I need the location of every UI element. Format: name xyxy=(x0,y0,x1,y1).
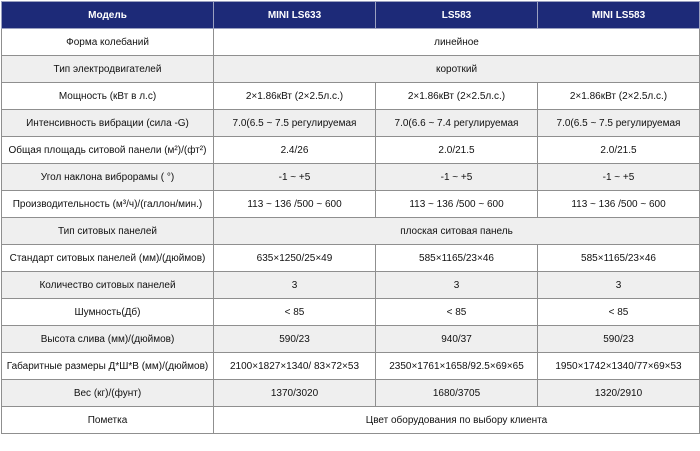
value-cell: -1 ~ +5 xyxy=(376,164,538,191)
value-cell: 1950×1742×1340/77×69×53 xyxy=(538,353,700,380)
table-row xyxy=(2,245,700,272)
merged-value-cell: Цвет оборудования по выбору клиента xyxy=(214,407,700,434)
merged-value-cell: линейное xyxy=(214,29,700,56)
row-label: Пометка xyxy=(2,407,214,434)
value-cell: 7.0(6.5 ~ 7.5 регулируемая xyxy=(214,110,376,137)
value-cell: 1370/3020 xyxy=(214,380,376,407)
value-cell: 7.0(6.5 ~ 7.5 регулируемая xyxy=(538,110,700,137)
merged-value-cell: короткий xyxy=(214,56,700,83)
table-row xyxy=(2,137,700,164)
value-cell: 2.0/21.5 xyxy=(538,137,700,164)
table-row xyxy=(2,56,700,83)
value-cell: 2.4/26 xyxy=(214,137,376,164)
row-label: Вес (кг)/(фунт) xyxy=(2,380,214,407)
row-label: Высота слива (мм)/(дюймов) xyxy=(2,326,214,353)
row-label: Тип ситовых панелей xyxy=(2,218,214,245)
header-model-cell: MINI LS583 xyxy=(538,2,700,29)
value-cell: 2.0/21.5 xyxy=(376,137,538,164)
value-cell: 585×1165/23×46 xyxy=(538,245,700,272)
table-row xyxy=(2,83,700,110)
value-cell: 585×1165/23×46 xyxy=(376,245,538,272)
value-cell: 1320/2910 xyxy=(538,380,700,407)
value-cell: 940/37 xyxy=(376,326,538,353)
value-cell: 635×1250/25×49 xyxy=(214,245,376,272)
merged-value-cell: плоская ситовая панель xyxy=(214,218,700,245)
value-cell: -1 ~ +5 xyxy=(538,164,700,191)
table-row xyxy=(2,407,700,434)
value-cell: < 85 xyxy=(538,299,700,326)
value-cell: 2×1.86кВт (2×2.5л.с.) xyxy=(214,83,376,110)
value-cell: 1680/3705 xyxy=(376,380,538,407)
row-label: Угол наклона виброрамы ( °) xyxy=(2,164,214,191)
value-cell: -1 ~ +5 xyxy=(214,164,376,191)
value-cell: 2350×1761×1658/92.5×69×65 xyxy=(376,353,538,380)
row-label: Количество ситовых панелей xyxy=(2,272,214,299)
value-cell: 3 xyxy=(538,272,700,299)
table-row xyxy=(2,353,700,380)
table-row xyxy=(2,326,700,353)
row-label: Тип электродвигателей xyxy=(2,56,214,83)
row-label: Стандарт ситовых панелей (мм)/(дюймов) xyxy=(2,245,214,272)
value-cell: 2×1.86кВт (2×2.5л.с.) xyxy=(376,83,538,110)
value-cell: 113 ~ 136 /500 ~ 600 xyxy=(376,191,538,218)
value-cell: < 85 xyxy=(376,299,538,326)
table-row xyxy=(2,164,700,191)
value-cell: < 85 xyxy=(214,299,376,326)
row-label: Производительность (м³/ч)/(галлон/мин.) xyxy=(2,191,214,218)
row-label: Мощность (кВт в л.с) xyxy=(2,83,214,110)
value-cell: 7.0(6.6 ~ 7.4 регулируемая xyxy=(376,110,538,137)
value-cell: 3 xyxy=(376,272,538,299)
row-label: Интенсивность вибрации (сила -G) xyxy=(2,110,214,137)
value-cell: 590/23 xyxy=(538,326,700,353)
value-cell: 3 xyxy=(214,272,376,299)
header-label-cell: Модель xyxy=(2,2,214,29)
table-row xyxy=(2,110,700,137)
row-label: Форма колебаний xyxy=(2,29,214,56)
table-row xyxy=(2,299,700,326)
header-model-cell: LS583 xyxy=(376,2,538,29)
specs-table xyxy=(1,1,700,434)
value-cell: 590/23 xyxy=(214,326,376,353)
header-model-cell: MINI LS633 xyxy=(214,2,376,29)
table-row xyxy=(2,272,700,299)
table-row xyxy=(2,218,700,245)
table-row xyxy=(2,29,700,56)
table-row xyxy=(2,380,700,407)
value-cell: 113 ~ 136 /500 ~ 600 xyxy=(214,191,376,218)
row-label: Шумность(Дб) xyxy=(2,299,214,326)
value-cell: 2×1.86кВт (2×2.5л.с.) xyxy=(538,83,700,110)
value-cell: 113 ~ 136 /500 ~ 600 xyxy=(538,191,700,218)
value-cell: 2100×1827×1340/ 83×72×53 xyxy=(214,353,376,380)
table-header-row xyxy=(2,2,700,29)
row-label: Общая площадь ситовой панели (м²)/(фт²) xyxy=(2,137,214,164)
table-row xyxy=(2,191,700,218)
row-label: Габаритные размеры Д*Ш*В (мм)/(дюймов) xyxy=(2,353,214,380)
